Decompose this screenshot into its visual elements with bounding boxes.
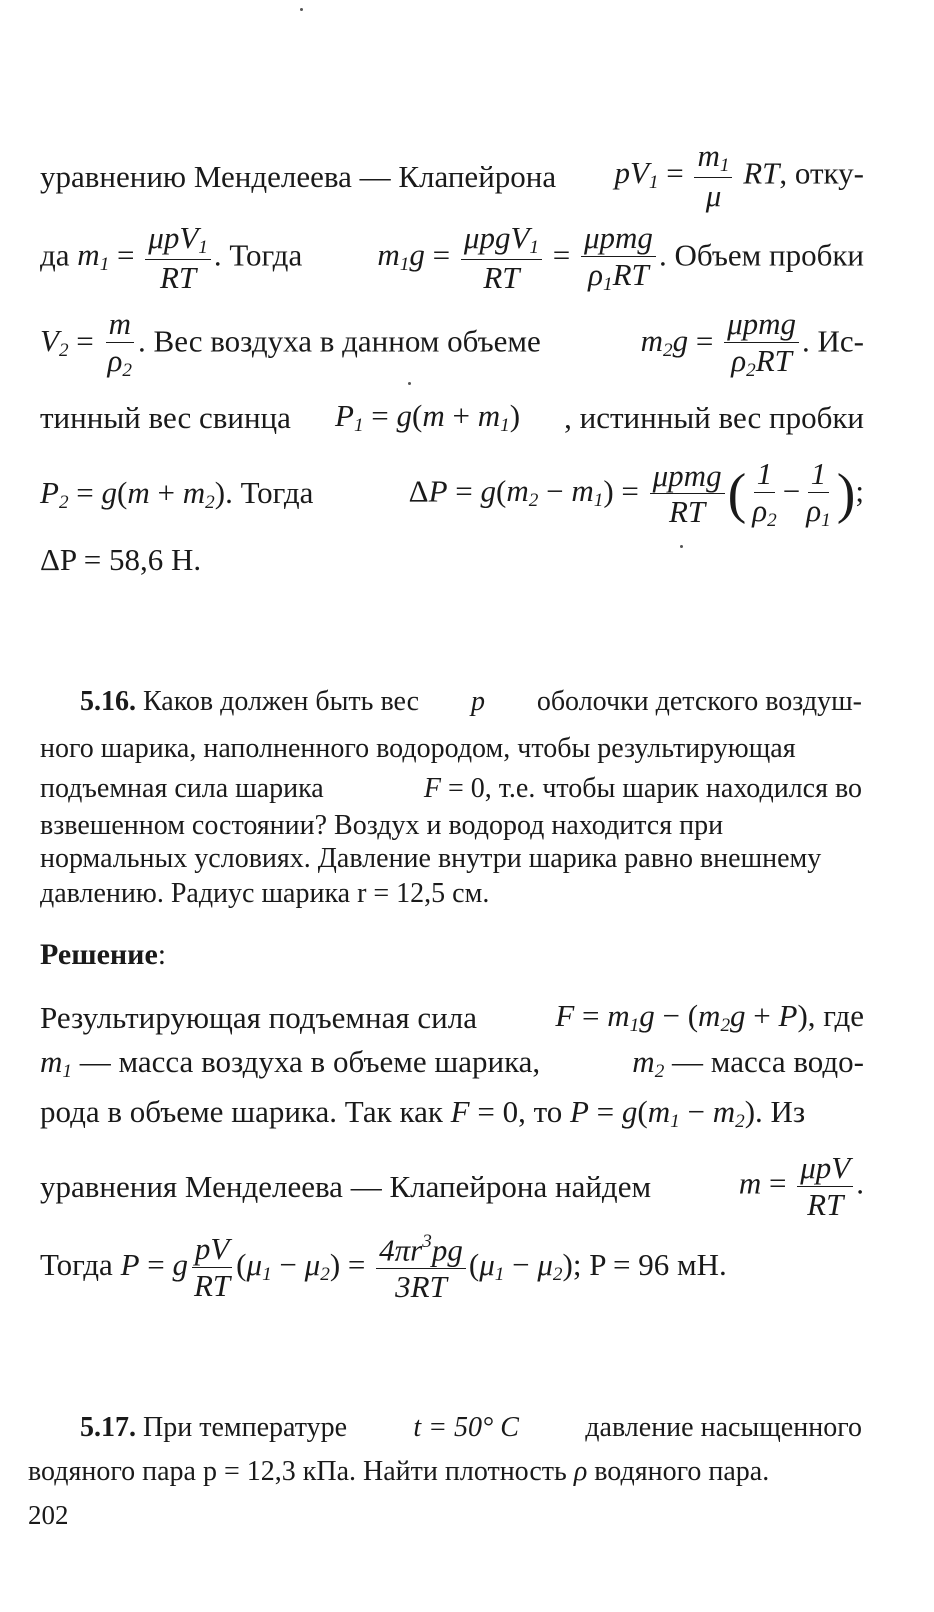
problem-number: 5.16.	[80, 686, 136, 717]
text-segment: давлению. Радиус шарика	[40, 878, 351, 909]
text-segment: Найти плотность	[363, 1456, 567, 1487]
text-segment: P = 96 мН.	[589, 1246, 727, 1282]
text-segment: . Из	[755, 1094, 806, 1129]
formula-m2g: $m_2g$ = $\frac{\text{μpmg}}{\rho_2RT}$ . Ис-	[640, 306, 864, 381]
problem-516-line-2: ного шарика, наполненного водородом, чтобы результирующая	[40, 733, 796, 764]
text-line-1	[40, 140, 864, 213]
text-segment: — масса водо-	[672, 1044, 864, 1079]
problem-517-line-1	[80, 1414, 862, 1442]
problem-516-line-4	[40, 812, 862, 840]
problem-number: 5.17.	[80, 1412, 136, 1443]
text-segment: уравнения Менделеева — Клапейрона найдем	[40, 1169, 652, 1205]
solution-line-5: Тогда P = g $\frac{pV}{RT}$ $(\mu_1 - \mu_2)$ = $\frac{4\pi r^3pg}{3RT}$ $(\mu_1 - \mu_2)$; P = 96 мН.	[40, 1231, 727, 1304]
problem-516-line-3: подъемная сила шарика F = 0, т.е. чтобы шарик находился во	[40, 773, 862, 804]
text-segment: p = 12,3 кПа.	[202, 1456, 357, 1487]
text-segment: давление насыщенного	[585, 1412, 862, 1443]
solution-heading	[40, 940, 864, 970]
problem-517-line-2: водяного пара p = 12,3 кПа. Найти плотность ρ водяного пара.	[28, 1456, 770, 1487]
text-segment: r = 12,5 см.	[357, 878, 490, 909]
text-segment: водяного пара.	[594, 1456, 770, 1487]
formula-m1g: $m_1g$ = $\frac{\mu pgV_1}{RT}$ = $\frac{\text{μpmg}}{\rho_1RT}$ . Объем пробки	[377, 220, 864, 295]
text-segment: . Объем пробки	[658, 237, 864, 273]
solution-line-1: Результирующая подъемная сила $F = m_1g - (m_2g + P)$, где	[40, 998, 864, 1036]
formula-deltaP: $\Delta P = g(m_2 - m_1)$ = $\frac{\text{μpmg}}{RT}$ ( $\frac{1}{\rho_2}$ − $\frac{1}{\rho_1}$ );	[408, 456, 864, 531]
text-segment: водяного пара	[28, 1456, 196, 1487]
result-deltaP: ΔP = 58,6 Н.	[40, 542, 202, 577]
text-line-4	[40, 400, 864, 435]
problem-516-line-5: нормальных условиях. Давление внутри шарика равно внешнему	[40, 843, 822, 874]
text-segment: , отку-	[779, 155, 864, 191]
text-segment: , т.е. чтобы шарик находился во	[484, 773, 862, 804]
text-segment: . Вес воздуха в данном объеме	[138, 323, 541, 359]
text-segment: . Тогда	[213, 237, 303, 273]
solution-line-4	[40, 1152, 864, 1221]
text-segment: ;	[855, 473, 864, 509]
text-segment: . Ис-	[802, 323, 864, 359]
text-line-5	[40, 458, 864, 531]
scan-speck	[408, 382, 411, 385]
text-segment: :	[157, 938, 167, 971]
page-number: 202	[28, 1500, 69, 1530]
text-segment: да	[40, 237, 70, 273]
text-segment: тинный вес свинца	[40, 400, 291, 435]
problem-516-line-6	[40, 880, 862, 908]
formula-P2: $P_2 = g(m + m_2)$. Тогда	[40, 474, 314, 513]
text-line-3: $V_2$ = $\frac{m}{\rho_2}$ . Вес воздуха в данном объеме $m_2g$ = $\frac{\text{μpmg}}{\rho_2RT}$ . Ис-	[40, 306, 864, 381]
text-segment: , истинный вес пробки	[564, 400, 864, 435]
text-segment: Каков должен быть вес	[143, 686, 420, 717]
text-segment: t = 50° C	[413, 1412, 519, 1443]
text-segment: подъемная сила шарика	[40, 773, 324, 804]
text-segment: . Тогда	[225, 474, 314, 510]
text-segment: рода в объеме шарика. Так как	[40, 1094, 443, 1129]
text-segment: оболочки детского воздуш-	[536, 686, 862, 717]
solution-line-2: $m_1$ — масса воздуха в объеме шарика, $m_2$ — масса водо-	[40, 1044, 864, 1082]
solution-line-3: рода в объеме шарика. Так как F = 0, то $P = g(m_1 - m_2)$. Из	[40, 1094, 806, 1132]
text-segment: , где	[807, 998, 864, 1033]
formula-m: m = $\frac{\text{μpV}}{RT}$ .	[738, 1150, 864, 1222]
scan-speck	[300, 8, 303, 11]
text-segment: , то	[518, 1094, 563, 1129]
text-segment: взвешенном состоянии? Воздух и водород находится при	[40, 810, 724, 841]
text-segment: уравнению Менделеева — Клапейрона	[40, 158, 557, 194]
text-segment: Решение	[40, 938, 158, 971]
formula-clapeyron: $pV_1$ = $\frac{m_1}{\mu}$ RT, отку-	[614, 138, 864, 213]
text-line-2: да $m_1$ = $\frac{\mu pV_1}{RT}$ . Тогда $m_1g$ = $\frac{\mu pgV_1}{RT}$ = $\frac{\text{μpmg}}{\rho_1RT}$ . Объем пробки	[40, 220, 864, 295]
text-segment: При температуре	[143, 1412, 347, 1443]
text-segment: Тогда	[40, 1246, 113, 1282]
formula-P1: $P_1 = g(m + m_1)$	[335, 398, 521, 436]
problem-516-line-1: 5.16. Каков должен быть вес p оболочки детского воздуш-	[80, 686, 862, 717]
text-segment: Результирующая подъемная сила	[40, 1000, 477, 1035]
text-segment: — масса воздуха в объеме шарика,	[79, 1044, 541, 1079]
